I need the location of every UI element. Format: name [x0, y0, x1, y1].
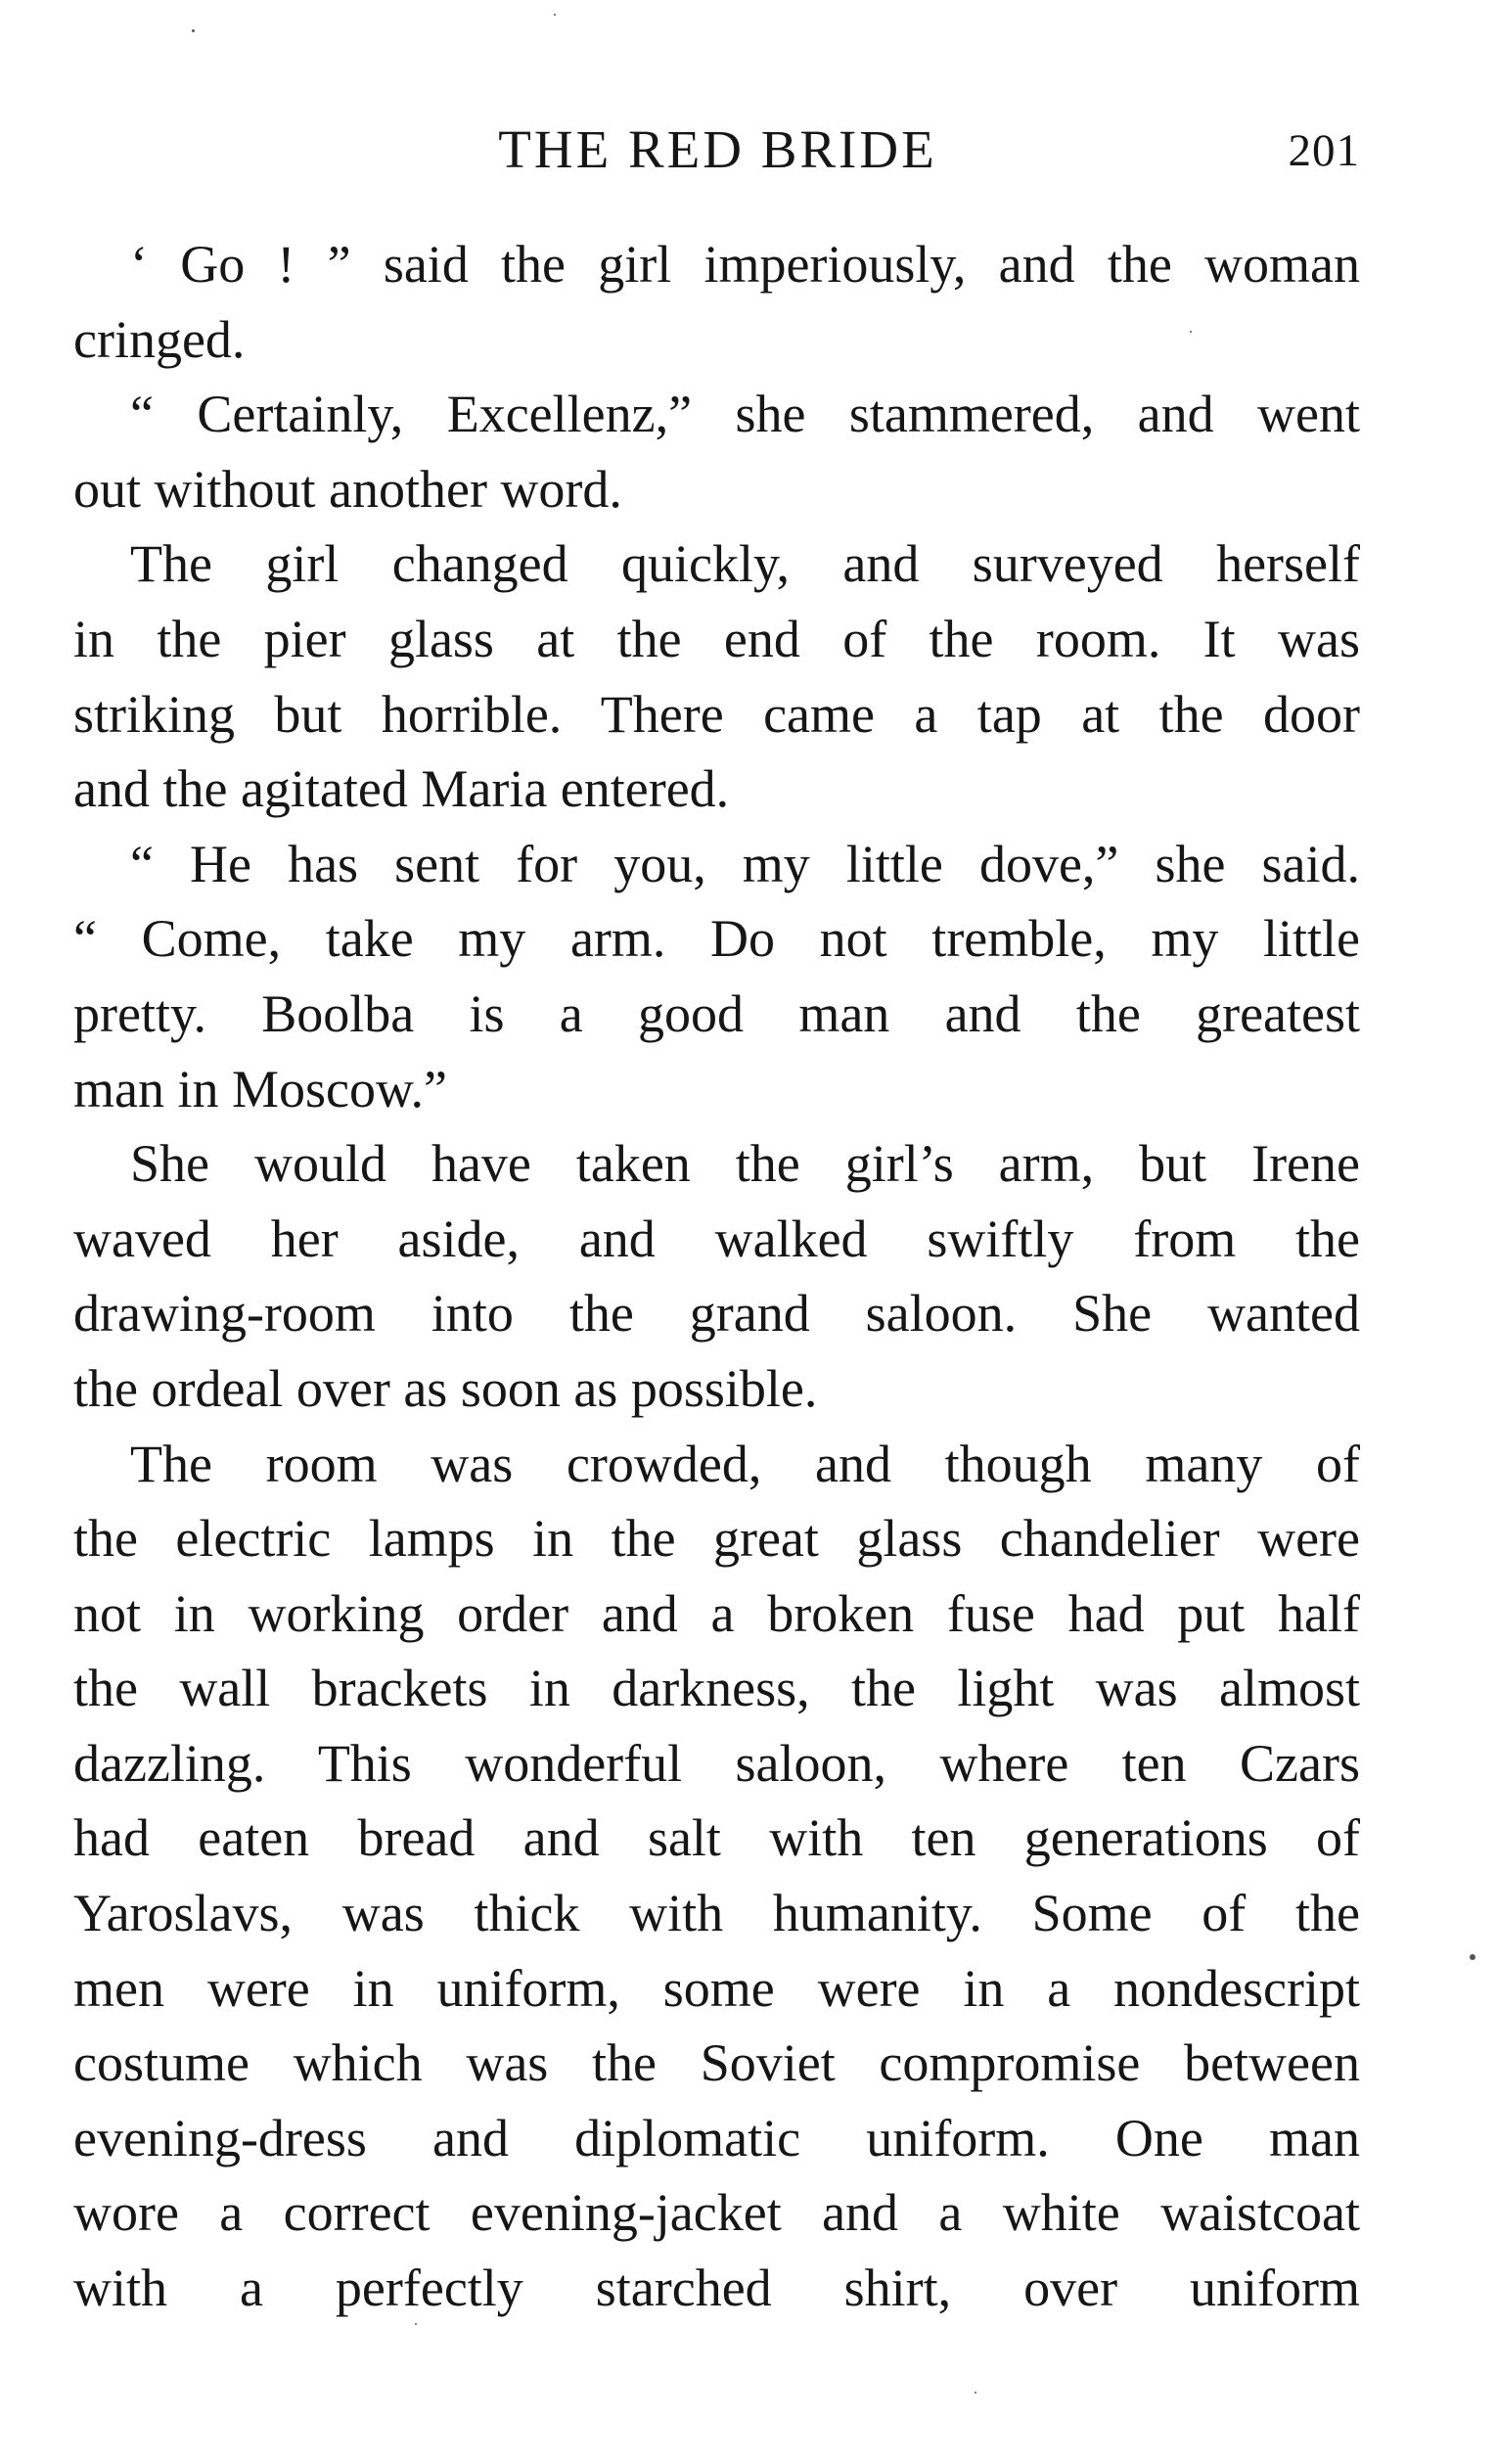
text-line: “ He has sent for you, my little dove,” she said. [130, 834, 1360, 893]
scan-speck [1190, 331, 1192, 333]
text-line: men were in uniform, some were in a nondescript [73, 1958, 1360, 2018]
text-line: the electric lamps in the great glass chandelier were [73, 1509, 1360, 1569]
text-line: the wall brackets in darkness, the light was almost [73, 1659, 1360, 1718]
running-head [73, 115, 1360, 184]
text-line: She would have taken the girl’s arm, but Irene [130, 1134, 1360, 1194]
text-line: drawing-room into the grand saloon. She wanted [73, 1284, 1360, 1344]
page-number: 201 [1288, 125, 1360, 176]
text-line: waved her aside, and walked swiftly from the [73, 1209, 1360, 1268]
body-text [73, 227, 1360, 2326]
text-line: the ordeal over as soon as possible. [73, 1358, 818, 1418]
text-line: with a perfectly starched shirt, over uniform [73, 2259, 1360, 2318]
text-line: The room was crowded, and though many of [130, 1434, 1360, 1493]
scan-speck [975, 2392, 976, 2394]
text-line: wore a correct evening-jacket and a white waistcoat [73, 2183, 1360, 2243]
text-line: costume which was the Soviet compromise between [73, 2033, 1360, 2093]
text-line: not in working order and a broken fuse had put half [73, 1583, 1360, 1643]
text-line: out without another word. [73, 459, 622, 519]
text-line: in the pier glass at the end of the room. It was [73, 609, 1360, 668]
running-title: THE RED BRIDE [498, 119, 937, 179]
text-line: had eaten bread and salt with ten generations of [73, 1808, 1360, 1868]
text-line: “ Come, take my arm. Do not tremble, my little [73, 909, 1360, 969]
scan-speck [415, 2323, 417, 2325]
text-line: and the agitated Maria entered. [73, 759, 730, 819]
scan-speck [1470, 1954, 1475, 1960]
text-line: pretty. Boolba is a good man and the greatest [73, 983, 1360, 1043]
text-line: The girl changed quickly, and surveyed herself [130, 534, 1360, 594]
text-line: cringed. [73, 309, 246, 369]
scan-speck [192, 29, 195, 32]
scan-speck [554, 14, 556, 16]
text-line: Yaroslavs, was thick with humanity. Some of the [73, 1884, 1360, 1943]
text-line: man in Moscow.” [73, 1059, 447, 1118]
text-line: ‘ Go ! ” said the girl imperiously, and the woman [130, 235, 1360, 294]
text-line: striking but horrible. There came a tap at the door [73, 684, 1360, 744]
text-line: “ Certainly, Excellenz,” she stammered, and went [130, 385, 1360, 444]
text-line: evening-dress and diplomatic uniform. One man [73, 2108, 1360, 2167]
text-line: dazzling. This wonderful saloon, where ten Czars [73, 1733, 1360, 1793]
